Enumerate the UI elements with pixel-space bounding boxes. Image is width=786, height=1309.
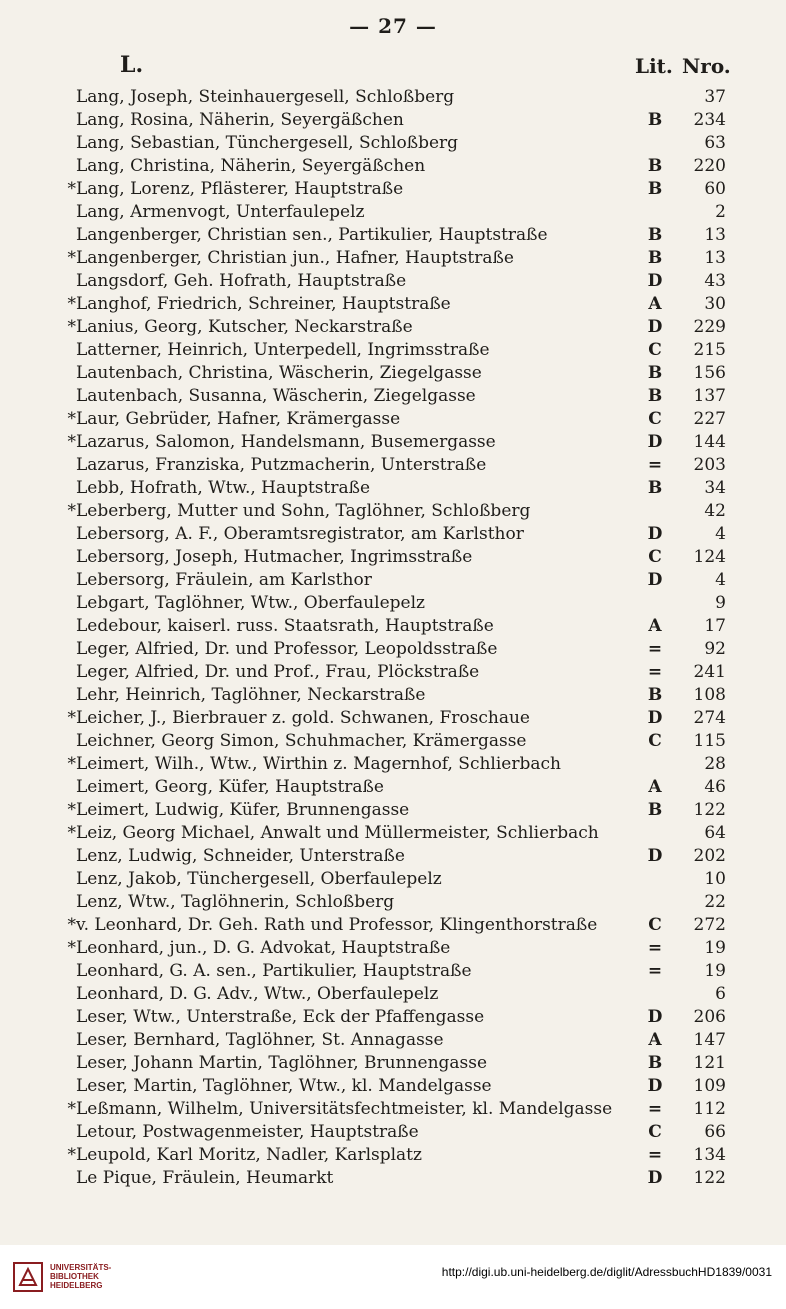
entry-nro: 42 xyxy=(704,501,726,521)
section-letter: L. xyxy=(120,52,144,78)
entry-name: Lenz, Wtw., Taglöhnerin, Schloßberg xyxy=(76,892,395,912)
entry-nro: 215 xyxy=(693,340,726,360)
entry-nro: 147 xyxy=(693,1030,726,1050)
entry-name: Langhof, Friedrich, Schreiner, Hauptstraße xyxy=(76,294,451,314)
list-item xyxy=(0,132,786,155)
list-item xyxy=(0,523,786,546)
entry-lit: = xyxy=(647,1145,663,1165)
entry-nro: 13 xyxy=(704,225,726,245)
entry-name: Le Pique, Fräulein, Heumarkt xyxy=(76,1168,334,1188)
entry-name: Langenberger, Christian sen., Partikulier, Hauptstraße xyxy=(76,225,548,245)
page-number: — 27 — xyxy=(349,14,437,38)
entry-name: Leser, Johann Martin, Taglöhner, Brunnengasse xyxy=(76,1053,488,1073)
entry-nro: 2 xyxy=(715,202,726,222)
entry-lit: B xyxy=(647,685,663,705)
entry-name: Leßmann, Wilhelm, Universitätsfechtmeister, kl. Mandelgasse xyxy=(76,1099,613,1119)
entry-nro: 6 xyxy=(715,984,726,1004)
entry-lit: D xyxy=(647,708,663,728)
list-item xyxy=(0,1121,786,1144)
entry-lit: D xyxy=(647,524,663,544)
entry-nro: 121 xyxy=(693,1053,726,1073)
entry-nro: 137 xyxy=(693,386,726,406)
entry-nro: 60 xyxy=(704,179,726,199)
entry-name: Leiz, Georg Michael, Anwalt und Müllermeister, Schlierbach xyxy=(76,823,599,843)
list-item xyxy=(0,155,786,178)
list-item xyxy=(0,247,786,270)
entry-name: Leger, Alfried, Dr. und Professor, Leopoldsstraße xyxy=(76,639,498,659)
list-item xyxy=(0,201,786,224)
entry-lit: D xyxy=(647,317,663,337)
list-item xyxy=(0,937,786,960)
list-item xyxy=(0,569,786,592)
entry-name: Lenz, Ludwig, Schneider, Unterstraße xyxy=(76,846,405,866)
entry-nro: 134 xyxy=(693,1145,726,1165)
entry-nro: 43 xyxy=(704,271,726,291)
entry-nro: 220 xyxy=(693,156,726,176)
entry-name: Leser, Bernhard, Taglöhner, St. Annagasse xyxy=(76,1030,444,1050)
list-item xyxy=(0,408,786,431)
entry-name: Lazarus, Salomon, Handelsmann, Busemergasse xyxy=(76,432,496,452)
entry-name: Leser, Wtw., Unterstraße, Eck der Pfaffengasse xyxy=(76,1007,485,1027)
entry-nro: 28 xyxy=(704,754,726,774)
entry-star-marker: * xyxy=(67,248,76,268)
list-item xyxy=(0,914,786,937)
entry-name: Lautenbach, Christina, Wäscherin, Ziegelgasse xyxy=(76,363,482,383)
entry-nro: 22 xyxy=(704,892,726,912)
list-item xyxy=(0,1075,786,1098)
entry-lit: D xyxy=(647,846,663,866)
entry-star-marker: * xyxy=(67,915,76,935)
entry-name: Leichner, Georg Simon, Schuhmacher, Krämergasse xyxy=(76,731,527,751)
entry-name: Laur, Gebrüder, Hafner, Krämergasse xyxy=(76,409,401,429)
list-item xyxy=(0,845,786,868)
entry-lit: = xyxy=(647,455,663,475)
entry-list xyxy=(0,86,786,1190)
list-item xyxy=(0,592,786,615)
entry-nro: 203 xyxy=(693,455,726,475)
entry-nro: 227 xyxy=(693,409,726,429)
entry-nro: 274 xyxy=(693,708,726,728)
entry-lit: C xyxy=(648,547,662,567)
list-item xyxy=(0,1006,786,1029)
entry-star-marker: * xyxy=(67,432,76,452)
column-header-nro: Nro. xyxy=(682,54,731,78)
entry-lit: = xyxy=(647,1099,663,1119)
entry-lit: C xyxy=(648,340,662,360)
list-item xyxy=(0,891,786,914)
entry-nro: 115 xyxy=(693,731,726,751)
entry-nro: 19 xyxy=(704,938,726,958)
entry-star-marker: * xyxy=(67,317,76,337)
source-url[interactable]: http://digi.ub.uni-heidelberg.de/diglit/AdressbuchHD1839/0031 xyxy=(441,1265,772,1279)
entry-nro: 234 xyxy=(693,110,726,130)
entry-name: Leimert, Ludwig, Küfer, Brunnengasse xyxy=(76,800,410,820)
entry-name: Leberberg, Mutter und Sohn, Taglöhner, Schloßberg xyxy=(76,501,531,521)
entry-name: Lebersorg, Fräulein, am Karlsthor xyxy=(76,570,372,590)
entry-nro: 206 xyxy=(693,1007,726,1027)
entry-nro: 156 xyxy=(693,363,726,383)
list-item xyxy=(0,868,786,891)
list-item xyxy=(0,1098,786,1121)
entry-nro: 122 xyxy=(693,1168,726,1188)
entry-name: Lebb, Hofrath, Wtw., Hauptstraße xyxy=(76,478,371,498)
entry-lit: B xyxy=(647,225,663,245)
entry-name: Leicher, J., Bierbrauer z. gold. Schwanen, Froschaue xyxy=(76,708,530,728)
entry-lit: C xyxy=(648,731,662,751)
entry-nro: 46 xyxy=(704,777,726,797)
list-item xyxy=(0,224,786,247)
list-item xyxy=(0,362,786,385)
entry-nro: 63 xyxy=(704,133,726,153)
entry-star-marker: * xyxy=(67,1099,76,1119)
entry-name: Lebersorg, Joseph, Hutmacher, Ingrimsstraße xyxy=(76,547,473,567)
entry-nro: 64 xyxy=(704,823,726,843)
entry-lit: B xyxy=(647,800,663,820)
entry-name: Lang, Rosina, Näherin, Seyergäßchen xyxy=(76,110,404,130)
entry-nro: 66 xyxy=(704,1122,726,1142)
list-item xyxy=(0,477,786,500)
list-item xyxy=(0,270,786,293)
entry-nro: 19 xyxy=(704,961,726,981)
entry-name: Langenberger, Christian jun., Hafner, Hauptstraße xyxy=(76,248,514,268)
entry-name: Lautenbach, Susanna, Wäscherin, Ziegelgasse xyxy=(76,386,476,406)
entry-star-marker: * xyxy=(67,800,76,820)
column-header-lit: Lit. xyxy=(635,54,673,78)
library-line-3: HEIDELBERG xyxy=(50,1281,103,1290)
entry-name: Leupold, Karl Moritz, Nadler, Karlsplatz xyxy=(76,1145,422,1165)
list-item xyxy=(0,385,786,408)
entry-name: Lang, Joseph, Steinhauergesell, Schloßberg xyxy=(76,87,455,107)
entry-lit: A xyxy=(648,616,662,636)
entry-nro: 108 xyxy=(693,685,726,705)
list-item xyxy=(0,983,786,1006)
entry-lit: B xyxy=(647,248,663,268)
entry-star-marker: * xyxy=(67,938,76,958)
list-item xyxy=(0,799,786,822)
entry-nro: 17 xyxy=(704,616,726,636)
list-item xyxy=(0,178,786,201)
entry-name: Lebersorg, A. F., Oberamtsregistrator, am Karlsthor xyxy=(76,524,524,544)
entry-lit: D xyxy=(647,1076,663,1096)
entry-lit: = xyxy=(647,662,663,682)
entry-name: Latterner, Heinrich, Unterpedell, Ingrimsstraße xyxy=(76,340,490,360)
entry-name: Leimert, Georg, Küfer, Hauptstraße xyxy=(76,777,384,797)
entry-star-marker: * xyxy=(67,823,76,843)
list-item xyxy=(0,431,786,454)
entry-name: Leonhard, jun., D. G. Advokat, Hauptstraße xyxy=(76,938,451,958)
entry-lit: = xyxy=(647,938,663,958)
entry-name: Lang, Sebastian, Tünchergesell, Schloßberg xyxy=(76,133,459,153)
list-item xyxy=(0,454,786,477)
entry-nro: 13 xyxy=(704,248,726,268)
entry-star-marker: * xyxy=(67,708,76,728)
entry-name: Langsdorf, Geh. Hofrath, Hauptstraße xyxy=(76,271,407,291)
library-name xyxy=(50,1263,111,1290)
list-item xyxy=(0,684,786,707)
list-item xyxy=(0,1144,786,1167)
entry-lit: = xyxy=(647,961,663,981)
list-item xyxy=(0,661,786,684)
list-item xyxy=(0,638,786,661)
university-seal-icon xyxy=(12,1261,44,1293)
entry-nro: 112 xyxy=(693,1099,726,1119)
entry-lit: D xyxy=(647,1007,663,1027)
entry-lit: B xyxy=(647,156,663,176)
entry-nro: 10 xyxy=(704,869,726,889)
entry-lit: D xyxy=(647,271,663,291)
list-item xyxy=(0,500,786,523)
entry-name: Lang, Armenvogt, Unterfaulepelz xyxy=(76,202,365,222)
entry-nro: 30 xyxy=(704,294,726,314)
entry-nro: 122 xyxy=(693,800,726,820)
entry-name: Letour, Postwagenmeister, Hauptstraße xyxy=(76,1122,419,1142)
list-item xyxy=(0,86,786,109)
entry-lit: A xyxy=(648,294,662,314)
entry-nro: 37 xyxy=(704,87,726,107)
entry-name: Lang, Christina, Näherin, Seyergäßchen xyxy=(76,156,426,176)
entry-name: Lang, Lorenz, Pflästerer, Hauptstraße xyxy=(76,179,404,199)
entry-nro: 4 xyxy=(715,524,726,544)
library-line-1: UNIVERSITÄTS- xyxy=(50,1263,112,1272)
entry-lit: C xyxy=(648,915,662,935)
entry-name: Leger, Alfried, Dr. und Prof., Frau, Plöckstraße xyxy=(76,662,480,682)
list-item xyxy=(0,707,786,730)
entry-nro: 92 xyxy=(704,639,726,659)
entry-lit: C xyxy=(648,409,662,429)
entry-nro: 144 xyxy=(693,432,726,452)
footer-bar xyxy=(0,1245,786,1309)
entry-nro: 9 xyxy=(715,593,726,613)
list-item xyxy=(0,822,786,845)
entry-name: Lehr, Heinrich, Taglöhner, Neckarstraße xyxy=(76,685,426,705)
list-item xyxy=(0,339,786,362)
entry-name: Lanius, Georg, Kutscher, Neckarstraße xyxy=(76,317,413,337)
entry-nro: 34 xyxy=(704,478,726,498)
list-item xyxy=(0,316,786,339)
entry-name: Leonhard, D. G. Adv., Wtw., Oberfaulepelz xyxy=(76,984,439,1004)
list-item xyxy=(0,1052,786,1075)
entry-star-marker: * xyxy=(67,179,76,199)
entry-lit: = xyxy=(647,639,663,659)
entry-lit: B xyxy=(647,110,663,130)
entry-nro: 272 xyxy=(693,915,726,935)
entry-lit: D xyxy=(647,432,663,452)
entry-nro: 109 xyxy=(693,1076,726,1096)
list-item xyxy=(0,1167,786,1190)
entry-name: Lebgart, Taglöhner, Wtw., Oberfaulepelz xyxy=(76,593,426,613)
entry-star-marker: * xyxy=(67,501,76,521)
list-item xyxy=(0,1029,786,1052)
list-item xyxy=(0,293,786,316)
entry-nro: 124 xyxy=(693,547,726,567)
entry-lit: B xyxy=(647,478,663,498)
entry-star-marker: * xyxy=(67,1145,76,1165)
entry-lit: B xyxy=(647,1053,663,1073)
list-item xyxy=(0,109,786,132)
entry-name: Lazarus, Franziska, Putzmacherin, Unterstraße xyxy=(76,455,487,475)
entry-star-marker: * xyxy=(67,294,76,314)
entry-lit: C xyxy=(648,1122,662,1142)
entry-star-marker: * xyxy=(67,754,76,774)
library-line-2: BIBLIOTHEK xyxy=(50,1272,99,1281)
list-item xyxy=(0,615,786,638)
entry-lit: B xyxy=(647,363,663,383)
list-item xyxy=(0,753,786,776)
entry-name: Ledebour, kaiserl. russ. Staatsrath, Hauptstraße xyxy=(76,616,494,636)
entry-nro: 241 xyxy=(693,662,726,682)
entry-lit: A xyxy=(648,777,662,797)
entry-name: Leimert, Wilh., Wtw., Wirthin z. Magernhof, Schlierbach xyxy=(76,754,561,774)
entry-name: Leser, Martin, Taglöhner, Wtw., kl. Mandelgasse xyxy=(76,1076,492,1096)
entry-name: Lenz, Jakob, Tünchergesell, Oberfaulepelz xyxy=(76,869,442,889)
list-item xyxy=(0,960,786,983)
entry-nro: 202 xyxy=(693,846,726,866)
list-item xyxy=(0,546,786,569)
entry-lit: D xyxy=(647,1168,663,1188)
list-item xyxy=(0,730,786,753)
entry-star-marker: * xyxy=(67,409,76,429)
entry-nro: 4 xyxy=(715,570,726,590)
entry-name: v. Leonhard, Dr. Geh. Rath und Professor, Klingenthorstraße xyxy=(76,915,598,935)
entry-name: Leonhard, G. A. sen., Partikulier, Hauptstraße xyxy=(76,961,472,981)
entry-lit: A xyxy=(648,1030,662,1050)
entry-nro: 229 xyxy=(693,317,726,337)
entry-lit: B xyxy=(647,179,663,199)
entry-lit: B xyxy=(647,386,663,406)
entry-lit: D xyxy=(647,570,663,590)
list-item xyxy=(0,776,786,799)
